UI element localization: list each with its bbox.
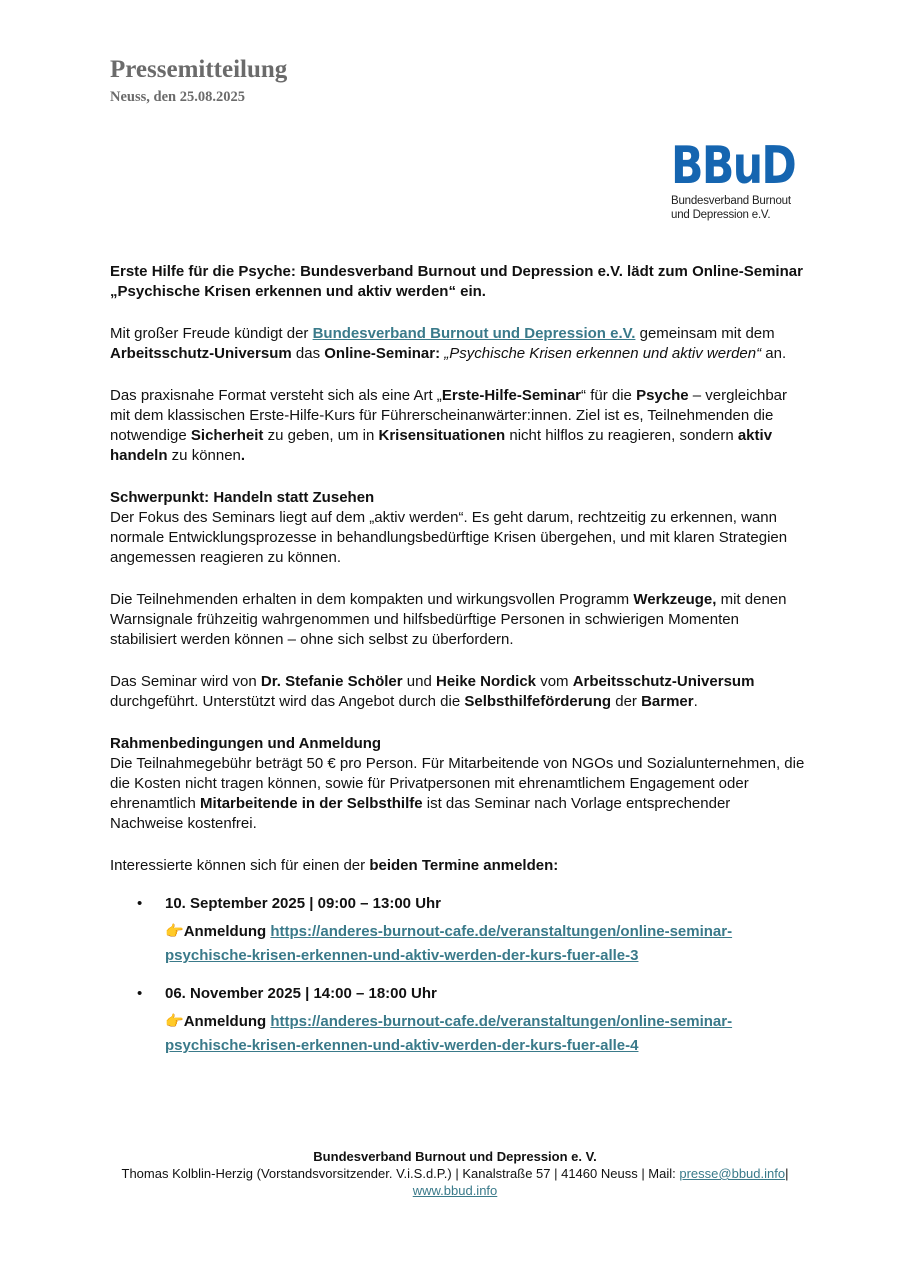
text-run: Die Teilnahmegebühr beträgt 50 € pro Person. Für Mitarbeitende von NGOs und Sozialunternehmen, die die Kosten nicht tragen können, sowie für Privatpersonen mit ehrenamtlichem Engagement oder ehrenamtlich — [110, 755, 805, 812]
footer — [0, 1148, 910, 1199]
text-run: „Psychische Krisen erkennen und aktiv werden“ — [444, 345, 762, 362]
text-run: Erste Hilfe für die Psyche: Bundesverband Burnout und Depression e.V. lädt zum Online-Seminar „Psychische Krisen erkennen und aktiv werden“ ein. — [110, 263, 803, 300]
paragraph — [110, 324, 805, 364]
text-run: Das praxisnahe Format versteht sich als eine Art „ — [110, 387, 442, 404]
bbud-logo — [671, 136, 801, 222]
registration-link[interactable]: https://anderes-burnout-cafe.de/veranstaltungen/online-seminar-psychische-krisen-erkennen-und-aktiv-werden-der-kurs-fuer-alle-4 — [165, 1013, 733, 1054]
text-run: Dr. Stefanie Schöler — [260, 673, 403, 690]
text-run: an. — [761, 345, 787, 362]
paragraph — [110, 734, 805, 834]
text-run: Heike Nordick — [435, 673, 537, 690]
text-run: Mit großer Freude kündigt der — [110, 325, 313, 342]
logo-line-2: und Depression e.V. — [671, 209, 771, 221]
footer-separator: | — [785, 1166, 789, 1181]
text-run: Sicherheit — [190, 427, 264, 444]
page-title: Pressemitteilung — [110, 56, 288, 83]
text-run: Online-Seminar: — [324, 345, 441, 362]
text-run: Das Seminar wird von — [110, 673, 261, 690]
logo-line-1: Bundesverband Burnout — [671, 195, 791, 207]
bullet-icon: • — [137, 895, 143, 912]
paragraph — [110, 386, 805, 466]
text-run: Barmer — [641, 693, 694, 710]
text-run: Mitarbeitende in der Selbsthilfe — [200, 795, 423, 812]
text-run: Arbeitsschutz-Universum — [110, 345, 292, 362]
paragraph — [110, 856, 805, 876]
paragraph — [110, 672, 805, 712]
text-run: aktiv handeln — [110, 427, 773, 464]
headline — [110, 262, 805, 302]
section-heading: Schwerpunkt: Handeln statt Zusehen — [110, 489, 375, 506]
registration-link[interactable]: https://anderes-burnout-cafe.de/veranstaltungen/online-seminar-psychische-krisen-erkennen-und-aktiv-werden-der-kurs-fuer-alle-3 — [165, 923, 733, 964]
text-run: . — [240, 447, 246, 464]
section-heading: Rahmenbedingungen und Anmeldung — [110, 735, 382, 752]
event-item — [110, 894, 805, 968]
registration-label: Anmeldung — [183, 1013, 267, 1030]
text-run: mit denen Warnsignale frühzeitig wahrgenommen und hilfsbedürftige Personen in schwierigen Momenten stabilisiert werden können – ohne sich selbst zu überfordern. — [110, 591, 787, 648]
release-date: Neuss, den 25.08.2025 — [110, 89, 245, 105]
footer-org: Bundesverband Burnout und Depression e. V. — [313, 1149, 597, 1164]
event-date: 10. September 2025 | 09:00 – 13:00 Uhr — [165, 895, 442, 912]
event-date: 06. November 2025 | 14:00 – 18:00 Uhr — [165, 985, 437, 1002]
event-item — [110, 984, 805, 1058]
text-run: ist das Seminar nach Vorlage entsprechender Nachweise kostenfrei. — [110, 795, 731, 832]
footer-email-link[interactable]: presse@bbud.info — [679, 1166, 786, 1181]
text-run: Erste-Hilfe-Seminar — [441, 387, 582, 404]
text-run: Arbeitsschutz-Universum — [572, 673, 755, 690]
text-run: Selbsthilfeförderung — [464, 693, 612, 710]
text-run: zu können — [167, 447, 241, 464]
pointing-hand-icon: 👉 — [165, 1013, 184, 1030]
text-run: Interessierte können sich für einen der — [110, 857, 370, 874]
text-run: nicht hilflos zu reagieren, sondern — [505, 427, 738, 444]
text-run: beiden Termine anmelden: — [369, 857, 559, 874]
registration-label: Anmeldung — [183, 923, 267, 940]
text-run: . — [693, 693, 698, 710]
text-run: zu geben, um in — [263, 427, 379, 444]
text-run: durchgeführt. Unterstützt wird das Angebot durch die — [110, 693, 465, 710]
text-run: – vergleichbar mit dem klassischen Erste-Hilfe-Kurs für Führerscheinanwärter:innen. Ziel ist es, Teilnehmenden die notwendige — [110, 387, 787, 444]
footer-website-link[interactable]: www.bbud.info — [412, 1183, 498, 1198]
bullet-icon: • — [137, 985, 143, 1002]
paragraph — [110, 488, 805, 568]
text-run: “ für die — [581, 387, 637, 404]
footer-contact: Thomas Kolblin-Herzig (Vorstandsvorsitzender. V.i.S.d.P.) | Kanalstraße 57 | 41460 Neuss | Mail: — [121, 1166, 680, 1181]
paragraph — [110, 590, 805, 650]
text-run: vom — [536, 673, 573, 690]
pointing-hand-icon: 👉 — [165, 923, 184, 940]
text-run: Werkzeuge, — [633, 591, 717, 608]
text-run: Psyche — [636, 387, 689, 404]
press-release-body — [110, 262, 805, 1074]
text-run: Krisensituationen — [378, 427, 506, 444]
text-run: und — [402, 673, 436, 690]
text-run: das — [291, 345, 325, 362]
text-run: Der Fokus des Seminars liegt auf dem „aktiv werden“. Es geht darum, rechtzeitig zu erkennen, wann normale Entwicklungsprozesse in behandlungsbedürftige Krisen übergehen, und mit klaren Strategien angemessen reagieren zu können. — [110, 509, 788, 566]
text-run: Die Teilnehmenden erhalten in dem kompakten und wirkungsvollen Programm — [110, 591, 634, 608]
logo-mark: BBuD — [671, 136, 796, 196]
event-list — [110, 894, 805, 1058]
text-run: gemeinsam mit dem — [635, 325, 775, 342]
text-run: der — [611, 693, 642, 710]
org-link[interactable]: Bundesverband Burnout und Depression e.V. — [312, 325, 636, 342]
